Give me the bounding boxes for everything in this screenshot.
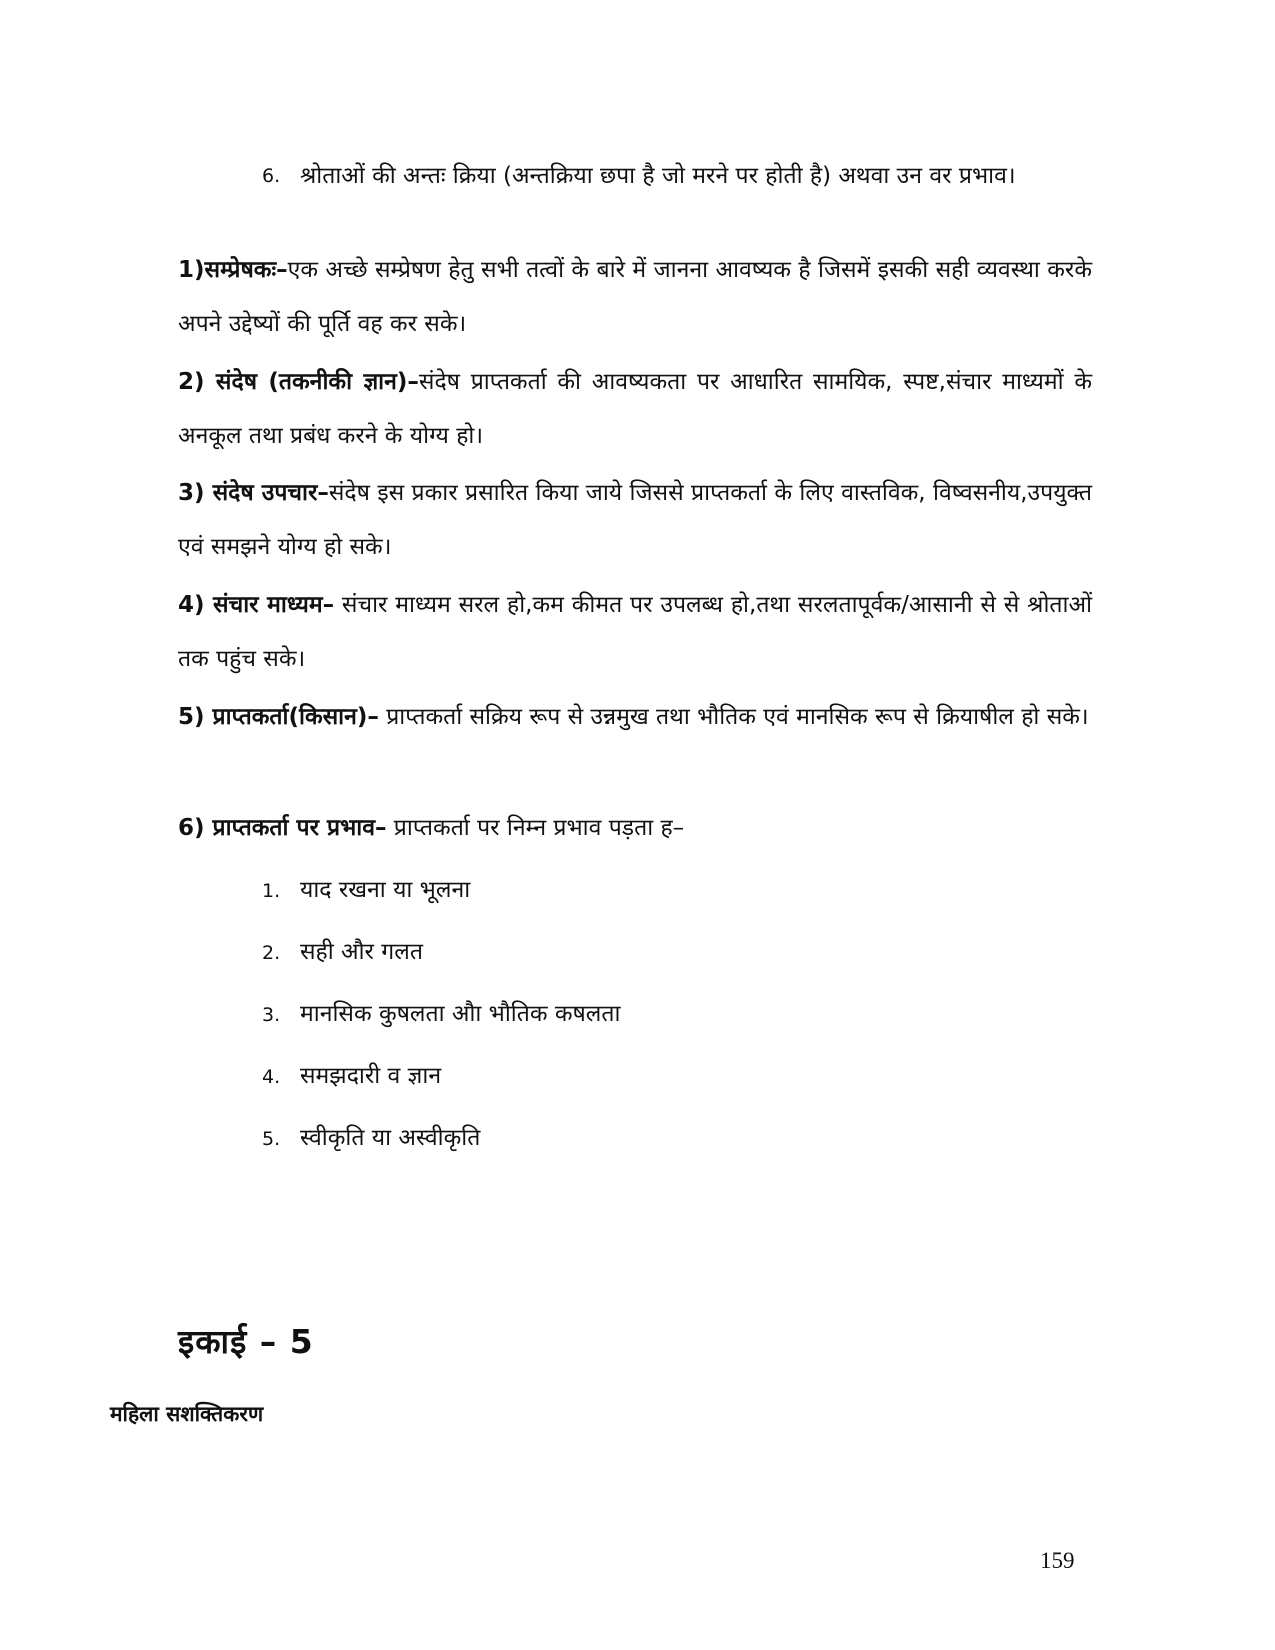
effect-text: याद रखना या भूलना [300, 877, 471, 903]
paragraph-heading: 4) संचार माध्यम– [178, 592, 335, 618]
paragraph-body: प्राप्तकर्ता सक्रिय रूप से उन्नमुख तथा भौतिक एवं मानसिक रूप से क्रियाषील हो सके। [378, 704, 1089, 730]
paragraph-sandesh [178, 355, 1092, 463]
effect-number: 3. [262, 1004, 281, 1026]
paragraph-body: एक अच्छे सम्प्रेषण हेतु सभी तत्वों के बारे में जानना आवष्यक है जिसमें इसकी सही व्यवस्था करके अपने उद्देष्यों की पूर्ति वह कर सके। [178, 257, 1092, 337]
paragraph-heading: 3) संदेष उपचार– [178, 480, 329, 506]
effect-item [262, 870, 470, 911]
effect-text: सही और गलत [300, 939, 423, 965]
paragraph-heading: 1)सम्प्रेषकः– [178, 257, 288, 283]
paragraph-sanchar-madhyam [178, 578, 1092, 686]
paragraph-body: संदेष इस प्रकार प्रसारित किया जाये जिससे प्राप्तकर्ता के लिए वास्तविक, विष्वसनीय,उपयुक्त एवं समझने योग्य हो सके। [178, 480, 1092, 560]
effect-number: 1. [262, 880, 281, 902]
effect-text: स्वीकृति या अस्वीकृति [300, 1125, 481, 1151]
effect-number: 4. [262, 1066, 281, 1088]
effect-item [262, 1056, 441, 1097]
paragraph-heading: 5) प्राप्तकर्ता(किसान)– [178, 704, 379, 730]
paragraph-praptkarta [178, 690, 1092, 744]
unit-heading: इकाई – 5 [178, 1322, 314, 1361]
paragraph-body: संचार माध्यम सरल हो,कम कीमत पर उपलब्ध हो,तथा सरलतापूर्वक/आसानी से से श्रोताओं तक पहुंच सके। [178, 592, 1092, 672]
effect-number: 5. [262, 1128, 281, 1150]
paragraph-prabhav [178, 801, 1092, 855]
effect-item [262, 994, 620, 1035]
subject-title: महिला सशक्तिकरण [110, 1402, 264, 1426]
paragraph-heading: 6) प्राप्तकर्ता पर प्रभाव– [178, 815, 387, 841]
effect-text: समझदारी व ज्ञान [300, 1063, 442, 1089]
paragraph-sandesh-upchar [178, 466, 1092, 574]
page-number: 159 [1040, 1548, 1075, 1573]
paragraph-heading: 2) संदेष (तकनीकी ज्ञान)– [178, 369, 419, 395]
paragraph-body: प्राप्तकर्ता पर निम्न प्रभाव पड़ता ह– [386, 815, 685, 841]
list-number: 6. [262, 165, 281, 187]
list-item [262, 148, 1092, 204]
paragraph-sampreshak [178, 243, 1092, 351]
list-text: श्रोताओं की अन्तः क्रिया (अन्तक्रिया छपा है जो मरने पर होती है) अथवा उन वर प्रभाव। [300, 163, 1016, 189]
effect-text: मानसिक कुषलता औा भौतिक कषलता [300, 1001, 621, 1027]
effect-number: 2. [262, 942, 281, 964]
effect-item [262, 932, 423, 973]
paragraph-body: संदेष प्राप्तकर्ता की आवष्यकता पर आधारित सामयिक, स्पष्ट,संचार माध्यमों के अनकूल तथा प्रबंध करने के योग्य हो। [178, 369, 1092, 449]
effect-item [262, 1118, 480, 1159]
